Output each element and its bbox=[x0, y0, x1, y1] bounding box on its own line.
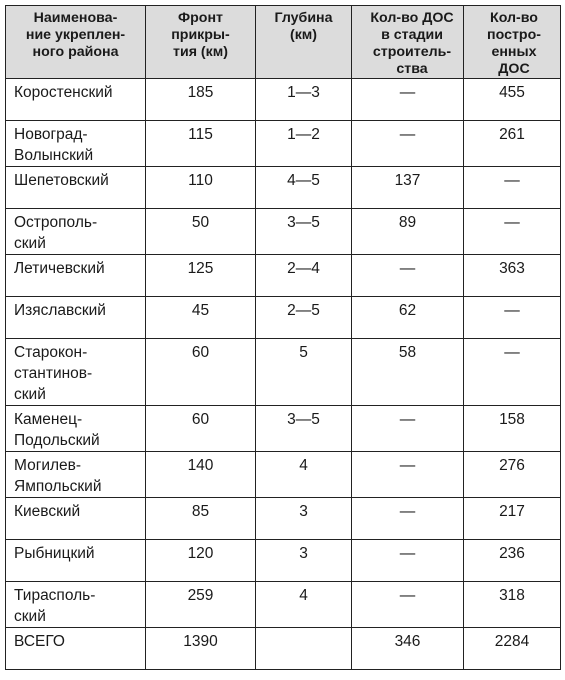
cell-dos-built: — bbox=[464, 297, 561, 339]
cell-dos-built: 158 bbox=[464, 406, 561, 452]
cell-front: 259 bbox=[146, 582, 256, 628]
cell-dos-built: 2284 bbox=[464, 628, 561, 670]
cell-region-name: Каменец- Подольский bbox=[6, 406, 146, 452]
header-front: Фронт прикры- тия (км) bbox=[146, 6, 256, 79]
cell-region-name: Старокон- стантинов- ский bbox=[6, 339, 146, 406]
cell-region-name: Тирасполь- ский bbox=[6, 582, 146, 628]
cell-front: 185 bbox=[146, 79, 256, 121]
cell-dos-under-construction: — bbox=[352, 79, 464, 121]
table-row bbox=[6, 406, 561, 452]
cell-region-name: Острополь- ский bbox=[6, 209, 146, 255]
cell-dos-built: 236 bbox=[464, 540, 561, 582]
cell-region-name: Новоград- Волынский bbox=[6, 121, 146, 167]
cell-front: 115 bbox=[146, 121, 256, 167]
cell-depth bbox=[256, 628, 352, 670]
cell-dos-under-construction: 89 bbox=[352, 209, 464, 255]
table-row bbox=[6, 582, 561, 628]
cell-region-name: Изяславский bbox=[6, 297, 146, 339]
table-row bbox=[6, 452, 561, 498]
cell-dos-built: — bbox=[464, 167, 561, 209]
cell-depth: 3—5 bbox=[256, 209, 352, 255]
cell-region-name: Коростенский bbox=[6, 79, 146, 121]
table-body bbox=[6, 79, 561, 670]
cell-depth: 2—5 bbox=[256, 297, 352, 339]
cell-dos-under-construction: — bbox=[352, 121, 464, 167]
header-dos-under-construction: Кол-во ДОС в стадии строитель- ства bbox=[352, 6, 464, 79]
cell-front: 140 bbox=[146, 452, 256, 498]
cell-dos-under-construction: — bbox=[352, 498, 464, 540]
cell-depth: 3—5 bbox=[256, 406, 352, 452]
table-row bbox=[6, 167, 561, 209]
cell-dos-under-construction: 58 bbox=[352, 339, 464, 406]
cell-dos-built: — bbox=[464, 209, 561, 255]
cell-depth: 2—4 bbox=[256, 255, 352, 297]
header-region-name: Наименова- ние укреплен- ного района bbox=[6, 6, 146, 79]
cell-depth: 4—5 bbox=[256, 167, 352, 209]
cell-dos-under-construction: — bbox=[352, 255, 464, 297]
cell-region-name: Рыбницкий bbox=[6, 540, 146, 582]
cell-front: 110 bbox=[146, 167, 256, 209]
table-header-row bbox=[6, 6, 561, 79]
cell-dos-built: 318 bbox=[464, 582, 561, 628]
table-row bbox=[6, 121, 561, 167]
table-row bbox=[6, 255, 561, 297]
cell-dos-built: 276 bbox=[464, 452, 561, 498]
cell-dos-under-construction: 137 bbox=[352, 167, 464, 209]
cell-dos-under-construction: — bbox=[352, 452, 464, 498]
cell-dos-built: — bbox=[464, 339, 561, 406]
cell-front: 60 bbox=[146, 406, 256, 452]
table-row bbox=[6, 297, 561, 339]
cell-region-name: ВСЕГО bbox=[6, 628, 146, 670]
cell-dos-under-construction: — bbox=[352, 540, 464, 582]
table-row bbox=[6, 209, 561, 255]
cell-dos-under-construction: 346 bbox=[352, 628, 464, 670]
cell-depth: 5 bbox=[256, 339, 352, 406]
fortified-regions-table bbox=[5, 5, 561, 670]
cell-depth: 3 bbox=[256, 498, 352, 540]
cell-region-name: Могилев- Ямпольский bbox=[6, 452, 146, 498]
table-row bbox=[6, 540, 561, 582]
cell-depth: 1—3 bbox=[256, 79, 352, 121]
header-depth: Глубина (км) bbox=[256, 6, 352, 79]
cell-region-name: Шепетовский bbox=[6, 167, 146, 209]
header-dos-built: Кол-во пострo- енных ДОС bbox=[464, 6, 561, 79]
cell-front: 60 bbox=[146, 339, 256, 406]
table-row bbox=[6, 628, 561, 670]
cell-depth: 1—2 bbox=[256, 121, 352, 167]
cell-front: 120 bbox=[146, 540, 256, 582]
cell-front: 125 bbox=[146, 255, 256, 297]
cell-dos-built: 363 bbox=[464, 255, 561, 297]
cell-dos-built: 217 bbox=[464, 498, 561, 540]
table-row bbox=[6, 498, 561, 540]
cell-region-name: Летичевский bbox=[6, 255, 146, 297]
cell-front: 50 bbox=[146, 209, 256, 255]
cell-front: 85 bbox=[146, 498, 256, 540]
cell-dos-built: 455 bbox=[464, 79, 561, 121]
table-row bbox=[6, 339, 561, 406]
cell-front: 1390 bbox=[146, 628, 256, 670]
table-row bbox=[6, 79, 561, 121]
cell-depth: 4 bbox=[256, 582, 352, 628]
cell-dos-under-construction: — bbox=[352, 406, 464, 452]
cell-depth: 3 bbox=[256, 540, 352, 582]
cell-region-name: Киевский bbox=[6, 498, 146, 540]
cell-dos-under-construction: — bbox=[352, 582, 464, 628]
cell-dos-built: 261 bbox=[464, 121, 561, 167]
cell-depth: 4 bbox=[256, 452, 352, 498]
cell-front: 45 bbox=[146, 297, 256, 339]
cell-dos-under-construction: 62 bbox=[352, 297, 464, 339]
